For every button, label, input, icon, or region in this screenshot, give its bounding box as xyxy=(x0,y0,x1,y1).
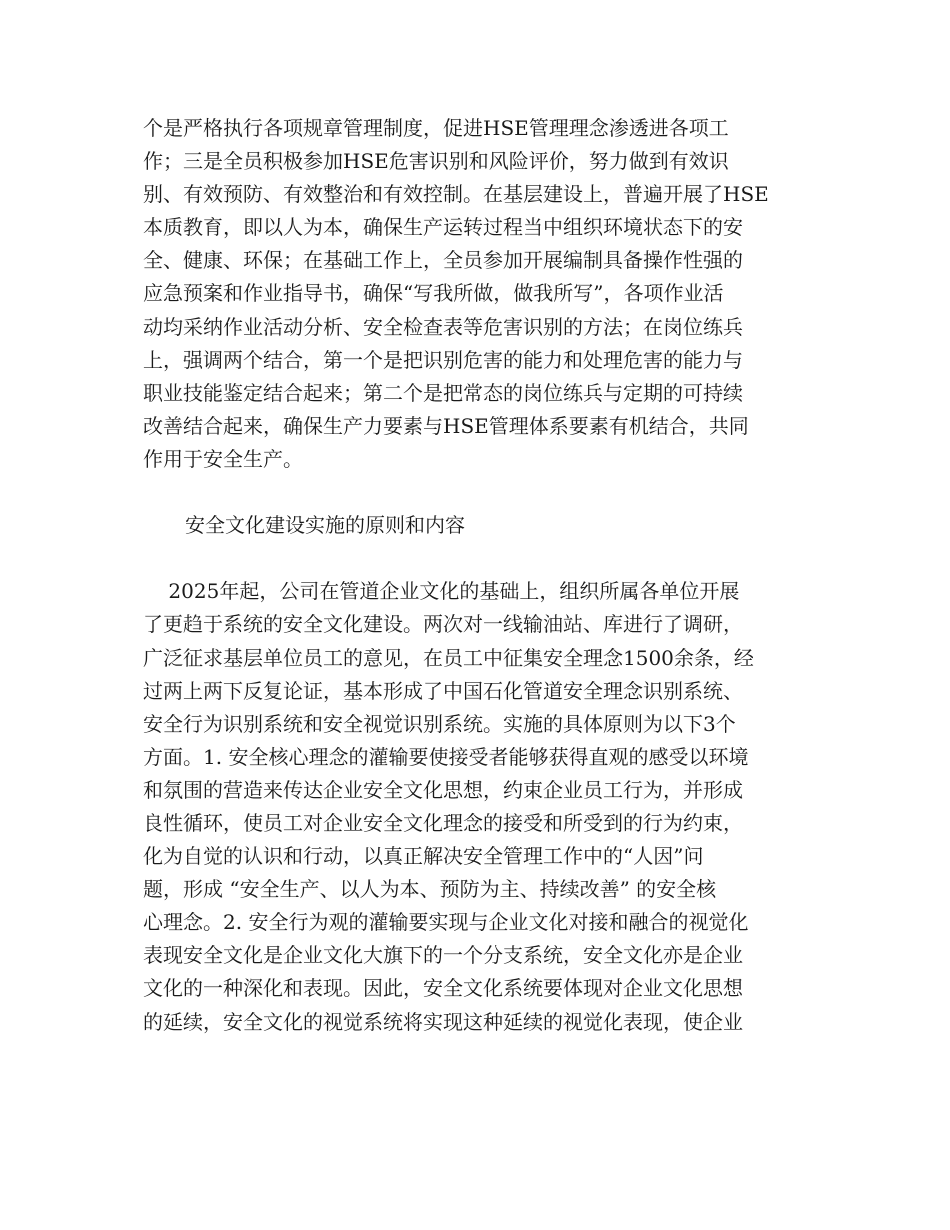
text-line: 广泛征求基层单位员工的意见，在员工中征集安全理念1500余条，经 xyxy=(143,645,754,670)
text-line: 的延续，安全文化的视觉系统将实现这种延续的视觉化表现，使企业 xyxy=(143,1009,743,1034)
text-line: 和氛围的营造来传达企业安全文化思想，约束企业员工行为，并形成 xyxy=(143,777,743,802)
text-line: 动均采纳作业活动分析、安全检查表等危害识别的方法；在岗位练兵 xyxy=(143,314,743,339)
text-line: 了更趋于系统的安全文化建设。两次对一线输油站、库进行了调研， xyxy=(143,612,743,637)
text-line: 过两上两下反复论证，基本形成了中国石化管道安全理念识别系统、 xyxy=(143,678,743,703)
text-line: 个是严格执行各项规章管理制度，促进HSE管理理念渗透进各项工 xyxy=(143,116,729,140)
section-heading: 安全文化建设实施的原则和内容 xyxy=(185,513,465,538)
text-line: 表现安全文化是企业文化大旗下的一个分支系统，安全文化亦是企业 xyxy=(143,943,743,968)
text-line: 文化的一种深化和表现。因此，安全文化系统要体现对企业文化思想 xyxy=(143,976,743,1001)
text-line: 本质教育，即以人为本，确保生产运转过程当中组织环境状态下的安 xyxy=(143,215,743,240)
text-line: 良性循环，使员工对企业安全文化理念的接受和所受到的行为约束， xyxy=(143,810,743,835)
document-body xyxy=(143,112,823,1039)
text-line: 全、健康、环保；在基础工作上，全员参加开展编制具备操作性强的 xyxy=(143,248,743,273)
text-line: 题，形成 “安全生产、以人为本、预防为主、持续改善” 的安全核 xyxy=(143,877,717,902)
paragraph-safety-culture xyxy=(143,575,823,1038)
text-line: 方面。1. 安全核心理念的灌输要使接受者能够获得直观的感受以环境 xyxy=(143,744,749,769)
text-line: 作；三是全员积极参加HSE危害识别和风险评价，努力做到有效识 xyxy=(143,149,729,174)
text-line: 作用于安全生产。 xyxy=(143,446,303,471)
text-line: 心理念。2. 安全行为观的灌输要实现与企业文化对接和融合的视觉化 xyxy=(143,910,749,935)
text-line: 化为自觉的认识和行动，以真正解决安全管理工作中的“人因”问 xyxy=(143,844,704,869)
paragraph-hse-management xyxy=(143,112,823,476)
text-line: 上，强调两个结合，第一个是把识别危害的能力和处理危害的能力与 xyxy=(143,347,743,372)
text-line: 别、有效预防、有效整治和有效控制。在基层建设上，普遍开展了HSE xyxy=(143,182,769,207)
text-line: 2025年起，公司在管道企业文化的基础上，组织所属各单位开展 xyxy=(143,579,740,604)
text-line: 安全行为识别系统和安全视觉识别系统。实施的具体原则为以下3个 xyxy=(143,711,736,736)
text-line: 改善结合起来，确保生产力要素与HSE管理体系要素有机结合，共同 xyxy=(143,413,749,438)
text-line: 职业技能鉴定结合起来；第二个是把常态的岗位练兵与定期的可持续 xyxy=(143,380,743,405)
text-line: 应急预案和作业指导书，确保“写我所做，做我所写”，各项作业活 xyxy=(143,281,724,306)
paragraph-spacing xyxy=(143,476,823,509)
paragraph-spacing xyxy=(143,542,823,575)
